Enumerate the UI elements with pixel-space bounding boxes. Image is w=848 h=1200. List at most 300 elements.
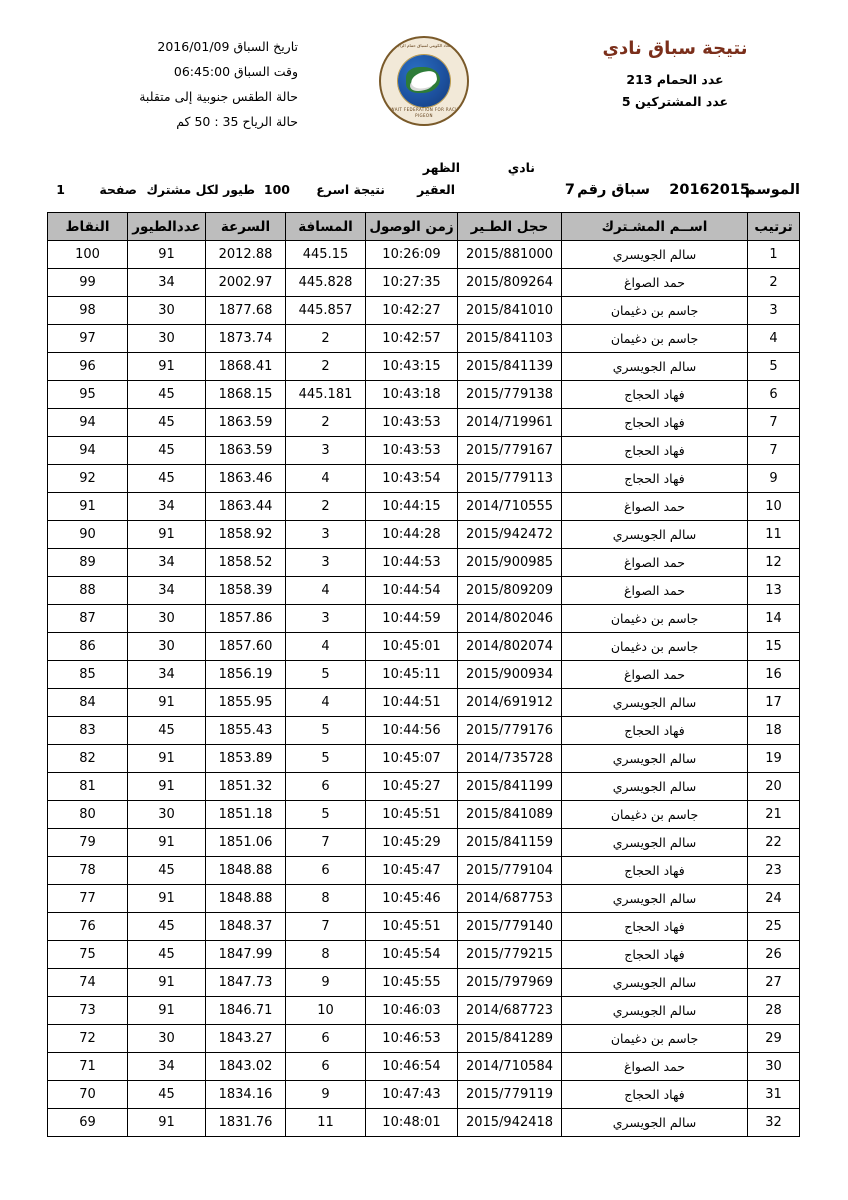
cell-distance: 2 xyxy=(286,325,366,353)
cell-speed: 1847.99 xyxy=(206,941,286,969)
cell-name: سالم الجويسري xyxy=(562,521,748,549)
cell-points: 100 xyxy=(48,241,128,269)
cell-name: سالم الجويسري xyxy=(562,773,748,801)
cell-arrival-time: 10:45:55 xyxy=(366,969,458,997)
noon-label: الظهر xyxy=(422,160,460,175)
table-row xyxy=(48,913,800,941)
cell-points: 69 xyxy=(48,1109,128,1137)
cell-ring: 2015/779138 xyxy=(458,381,562,409)
column-header-ring: حجل الطـير xyxy=(458,213,562,241)
cell-ring: 2015/881000 xyxy=(458,241,562,269)
cell-points: 71 xyxy=(48,1053,128,1081)
table-row xyxy=(48,689,800,717)
cell-arrival-time: 10:43:18 xyxy=(366,381,458,409)
race-date-label: تاريخ السباق xyxy=(233,39,298,54)
cell-rank: 4 xyxy=(748,325,800,353)
cell-speed: 1858.39 xyxy=(206,577,286,605)
results-table-body xyxy=(48,241,800,1137)
table-row xyxy=(48,325,800,353)
table-row xyxy=(48,773,800,801)
cell-ring: 2015/779176 xyxy=(458,717,562,745)
cell-points: 98 xyxy=(48,297,128,325)
cell-birds: 91 xyxy=(128,241,206,269)
cell-birds: 45 xyxy=(128,857,206,885)
cell-distance: 4 xyxy=(286,465,366,493)
cell-rank: 24 xyxy=(748,885,800,913)
cell-arrival-time: 10:45:01 xyxy=(366,633,458,661)
cell-birds: 45 xyxy=(128,465,206,493)
table-row xyxy=(48,549,800,577)
table-row xyxy=(48,409,800,437)
cell-distance: 3 xyxy=(286,521,366,549)
cell-speed: 1863.59 xyxy=(206,409,286,437)
cell-name: سالم الجويسري xyxy=(562,829,748,857)
cell-birds: 30 xyxy=(128,1025,206,1053)
cell-speed: 1856.19 xyxy=(206,661,286,689)
cell-name: جاسم بن دغيمان xyxy=(562,325,748,353)
cell-birds: 30 xyxy=(128,325,206,353)
participants-value: 5 xyxy=(621,94,631,109)
cell-birds: 45 xyxy=(128,1081,206,1109)
cell-arrival-time: 10:43:15 xyxy=(366,353,458,381)
cell-name: حمد الصواغ xyxy=(562,1053,748,1081)
cell-name: سالم الجويسري xyxy=(562,885,748,913)
cell-arrival-time: 10:45:11 xyxy=(366,661,458,689)
cell-birds: 91 xyxy=(128,689,206,717)
cell-name: جاسم بن دغيمان xyxy=(562,605,748,633)
cell-points: 99 xyxy=(48,269,128,297)
cell-arrival-time: 10:44:59 xyxy=(366,605,458,633)
table-row xyxy=(48,297,800,325)
club-label: نادي xyxy=(507,160,535,175)
cell-arrival-time: 10:26:09 xyxy=(366,241,458,269)
cell-arrival-time: 10:44:51 xyxy=(366,689,458,717)
cell-speed: 1863.44 xyxy=(206,493,286,521)
table-row xyxy=(48,633,800,661)
cell-name: فهاد الحجاج xyxy=(562,857,748,885)
cell-ring: 2015/942472 xyxy=(458,521,562,549)
cell-arrival-time: 10:47:43 xyxy=(366,1081,458,1109)
cell-distance: 6 xyxy=(286,1053,366,1081)
cell-arrival-time: 10:44:28 xyxy=(366,521,458,549)
cell-speed: 1857.60 xyxy=(206,633,286,661)
cell-birds: 91 xyxy=(128,353,206,381)
cell-points: 77 xyxy=(48,885,128,913)
race-number-value: 7 xyxy=(564,182,575,198)
cell-speed: 2012.88 xyxy=(206,241,286,269)
cell-birds: 34 xyxy=(128,577,206,605)
cell-ring: 2015/779215 xyxy=(458,941,562,969)
cell-rank: 7 xyxy=(748,437,800,465)
cell-name: سالم الجويسري xyxy=(562,1109,748,1137)
table-row xyxy=(48,577,800,605)
cell-speed: 1873.74 xyxy=(206,325,286,353)
cell-rank: 27 xyxy=(748,969,800,997)
cell-rank: 14 xyxy=(748,605,800,633)
cell-points: 91 xyxy=(48,493,128,521)
cell-name: فهاد الحجاج xyxy=(562,941,748,969)
cell-distance: 5 xyxy=(286,745,366,773)
logo-ring-text-bottom: KUWAIT FEDERATION FOR RACING PIGEON xyxy=(384,107,464,118)
cell-name: حمد الصواغ xyxy=(562,493,748,521)
cell-arrival-time: 10:45:07 xyxy=(366,745,458,773)
cell-speed: 1863.59 xyxy=(206,437,286,465)
cell-birds: 45 xyxy=(128,941,206,969)
cell-points: 74 xyxy=(48,969,128,997)
column-header-speed: السرعة xyxy=(206,213,286,241)
race-time-label: وقت السباق xyxy=(234,64,298,79)
fastest-result-label: نتيجة اسرع xyxy=(316,182,385,197)
cell-arrival-time: 10:44:56 xyxy=(366,717,458,745)
cell-speed: 1851.32 xyxy=(206,773,286,801)
table-row xyxy=(48,1081,800,1109)
cell-points: 86 xyxy=(48,633,128,661)
cell-points: 95 xyxy=(48,381,128,409)
cell-name: فهاد الحجاج xyxy=(562,465,748,493)
club-result-block xyxy=(550,34,800,113)
cell-birds: 91 xyxy=(128,1109,206,1137)
cell-points: 73 xyxy=(48,997,128,1025)
cell-birds: 91 xyxy=(128,969,206,997)
cell-arrival-time: 10:45:51 xyxy=(366,913,458,941)
cell-distance: 3 xyxy=(286,605,366,633)
table-row xyxy=(48,801,800,829)
cell-distance: 10 xyxy=(286,997,366,1025)
cell-name: جاسم بن دغيمان xyxy=(562,297,748,325)
race-meta-block xyxy=(48,34,298,134)
document-header xyxy=(48,0,800,154)
cell-rank: 21 xyxy=(748,801,800,829)
cell-speed: 1868.15 xyxy=(206,381,286,409)
cell-birds: 30 xyxy=(128,633,206,661)
cell-points: 82 xyxy=(48,745,128,773)
cell-rank: 29 xyxy=(748,1025,800,1053)
federation-logo-icon xyxy=(379,36,469,126)
cell-ring: 2015/841289 xyxy=(458,1025,562,1053)
cell-arrival-time: 10:46:53 xyxy=(366,1025,458,1053)
cell-ring: 2015/841089 xyxy=(458,801,562,829)
race-time-value: 06:45:00 xyxy=(173,64,231,79)
cell-rank: 28 xyxy=(748,997,800,1025)
cell-speed: 1834.16 xyxy=(206,1081,286,1109)
cell-name: فهاد الحجاج xyxy=(562,409,748,437)
cell-rank: 19 xyxy=(748,745,800,773)
table-row xyxy=(48,465,800,493)
cell-birds: 91 xyxy=(128,829,206,857)
cell-ring: 2015/809209 xyxy=(458,577,562,605)
table-row xyxy=(48,829,800,857)
cell-speed: 1848.88 xyxy=(206,857,286,885)
cell-ring: 2014/802046 xyxy=(458,605,562,633)
season-label: الموسم xyxy=(745,182,800,198)
cell-rank: 12 xyxy=(748,549,800,577)
cell-birds: 34 xyxy=(128,269,206,297)
cell-ring: 2014/687753 xyxy=(458,885,562,913)
cell-rank: 31 xyxy=(748,1081,800,1109)
cell-birds: 34 xyxy=(128,493,206,521)
cell-rank: 3 xyxy=(748,297,800,325)
cell-rank: 22 xyxy=(748,829,800,857)
table-row xyxy=(48,745,800,773)
cell-arrival-time: 10:45:54 xyxy=(366,941,458,969)
cell-name: حمد الصواغ xyxy=(562,577,748,605)
cell-rank: 2 xyxy=(748,269,800,297)
column-header-points: النقاط xyxy=(48,213,128,241)
table-row xyxy=(48,969,800,997)
cell-points: 90 xyxy=(48,521,128,549)
cell-birds: 91 xyxy=(128,773,206,801)
cell-points: 94 xyxy=(48,437,128,465)
cell-rank: 9 xyxy=(748,465,800,493)
cell-distance: 3 xyxy=(286,437,366,465)
cell-speed: 1877.68 xyxy=(206,297,286,325)
cell-speed: 1863.46 xyxy=(206,465,286,493)
cell-ring: 2015/809264 xyxy=(458,269,562,297)
table-row xyxy=(48,605,800,633)
cell-speed: 1843.27 xyxy=(206,1025,286,1053)
cell-name: فهاد الحجاج xyxy=(562,381,748,409)
cell-distance: 6 xyxy=(286,773,366,801)
cell-rank: 30 xyxy=(748,1053,800,1081)
cell-ring: 2015/779140 xyxy=(458,913,562,941)
cell-speed: 1855.43 xyxy=(206,717,286,745)
cell-ring: 2014/710584 xyxy=(458,1053,562,1081)
cell-ring: 2015/841139 xyxy=(458,353,562,381)
column-header-rank: ترتيب xyxy=(748,213,800,241)
race-date-line xyxy=(48,34,298,59)
cell-birds: 45 xyxy=(128,409,206,437)
wind-label: حالة الرياح xyxy=(242,114,298,129)
cell-distance: 4 xyxy=(286,577,366,605)
cell-birds: 34 xyxy=(128,661,206,689)
cell-points: 85 xyxy=(48,661,128,689)
cell-name: سالم الجويسري xyxy=(562,745,748,773)
cell-name: سالم الجويسري xyxy=(562,997,748,1025)
table-row xyxy=(48,1025,800,1053)
cell-distance: 5 xyxy=(286,661,366,689)
cell-speed: 1868.41 xyxy=(206,353,286,381)
table-header-row xyxy=(48,213,800,241)
cell-distance: 2 xyxy=(286,409,366,437)
cell-name: حمد الصواغ xyxy=(562,661,748,689)
results-table xyxy=(47,212,800,1137)
table-row xyxy=(48,241,800,269)
cell-birds: 30 xyxy=(128,605,206,633)
cell-points: 78 xyxy=(48,857,128,885)
cell-distance: 4 xyxy=(286,633,366,661)
cell-arrival-time: 10:45:51 xyxy=(366,801,458,829)
release-point-label: العقير xyxy=(417,182,455,197)
cell-name: سالم الجويسري xyxy=(562,241,748,269)
table-row xyxy=(48,1053,800,1081)
cell-name: سالم الجويسري xyxy=(562,689,748,717)
cell-points: 80 xyxy=(48,801,128,829)
cell-arrival-time: 10:27:35 xyxy=(366,269,458,297)
cell-rank: 11 xyxy=(748,521,800,549)
cell-ring: 2014/719961 xyxy=(458,409,562,437)
cell-name: حمد الصواغ xyxy=(562,549,748,577)
cell-points: 92 xyxy=(48,465,128,493)
cell-rank: 20 xyxy=(748,773,800,801)
cell-arrival-time: 10:42:57 xyxy=(366,325,458,353)
cell-speed: 1858.92 xyxy=(206,521,286,549)
cell-birds: 30 xyxy=(128,297,206,325)
cell-rank: 6 xyxy=(748,381,800,409)
cell-rank: 17 xyxy=(748,689,800,717)
cell-arrival-time: 10:45:27 xyxy=(366,773,458,801)
table-row xyxy=(48,857,800,885)
table-row xyxy=(48,885,800,913)
cell-ring: 2014/710555 xyxy=(458,493,562,521)
cell-ring: 2015/841199 xyxy=(458,773,562,801)
cell-rank: 1 xyxy=(748,241,800,269)
cell-speed: 2002.97 xyxy=(206,269,286,297)
wind-value: 35 : 50 كم xyxy=(176,114,239,129)
cell-rank: 23 xyxy=(748,857,800,885)
cell-birds: 45 xyxy=(128,437,206,465)
pigeons-count-value: 213 xyxy=(626,72,653,87)
column-header-distance: المسافة xyxy=(286,213,366,241)
table-row xyxy=(48,1109,800,1137)
cell-name: سالم الجويسري xyxy=(562,969,748,997)
cell-ring: 2015/900934 xyxy=(458,661,562,689)
cell-distance: 4 xyxy=(286,689,366,717)
cell-rank: 10 xyxy=(748,493,800,521)
cell-points: 96 xyxy=(48,353,128,381)
cell-speed: 1851.06 xyxy=(206,829,286,857)
cell-birds: 91 xyxy=(128,997,206,1025)
cell-ring: 2015/900985 xyxy=(458,549,562,577)
cell-rank: 26 xyxy=(748,941,800,969)
page-value: 1 xyxy=(56,182,65,197)
cell-birds: 30 xyxy=(128,801,206,829)
cell-points: 84 xyxy=(48,689,128,717)
cell-arrival-time: 10:45:29 xyxy=(366,829,458,857)
cell-arrival-time: 10:45:47 xyxy=(366,857,458,885)
cell-rank: 7 xyxy=(748,409,800,437)
weather-value: جنوبية إلى متقلبة xyxy=(139,89,229,104)
table-row xyxy=(48,941,800,969)
cell-points: 81 xyxy=(48,773,128,801)
cell-distance: 7 xyxy=(286,913,366,941)
cell-distance: 11 xyxy=(286,1109,366,1137)
cell-points: 72 xyxy=(48,1025,128,1053)
cell-rank: 16 xyxy=(748,661,800,689)
cell-points: 79 xyxy=(48,829,128,857)
cell-distance: 445.15 xyxy=(286,241,366,269)
column-header-birds: عددالطيور xyxy=(128,213,206,241)
cell-arrival-time: 10:43:54 xyxy=(366,465,458,493)
cell-speed: 1855.95 xyxy=(206,689,286,717)
cell-arrival-time: 10:42:27 xyxy=(366,297,458,325)
cell-distance: 445.181 xyxy=(286,381,366,409)
cell-ring: 2015/797969 xyxy=(458,969,562,997)
cell-distance: 6 xyxy=(286,857,366,885)
cell-distance: 6 xyxy=(286,1025,366,1053)
wind-line xyxy=(48,109,298,134)
birds-per-member-value: 100 xyxy=(263,182,290,197)
table-row xyxy=(48,661,800,689)
cell-name: فهاد الحجاج xyxy=(562,913,748,941)
table-row xyxy=(48,381,800,409)
weather-label: حالة الطقس xyxy=(232,89,298,104)
club-result-title: نتيجة سباق نادي xyxy=(602,38,748,59)
cell-points: 76 xyxy=(48,913,128,941)
cell-name: فهاد الحجاج xyxy=(562,1081,748,1109)
cell-speed: 1846.71 xyxy=(206,997,286,1025)
cell-rank: 32 xyxy=(748,1109,800,1137)
race-subheader xyxy=(48,158,800,210)
cell-rank: 25 xyxy=(748,913,800,941)
pigeons-count-line xyxy=(550,69,800,91)
cell-birds: 91 xyxy=(128,521,206,549)
column-header-arrival-time: زمن الوصول xyxy=(366,213,458,241)
cell-speed: 1847.73 xyxy=(206,969,286,997)
cell-distance: 5 xyxy=(286,717,366,745)
table-row xyxy=(48,997,800,1025)
table-row xyxy=(48,521,800,549)
cell-name: سالم الجويسري xyxy=(562,353,748,381)
cell-points: 75 xyxy=(48,941,128,969)
table-row xyxy=(48,269,800,297)
cell-name: جاسم بن دغيمان xyxy=(562,633,748,661)
cell-speed: 1851.18 xyxy=(206,801,286,829)
cell-ring: 2015/779113 xyxy=(458,465,562,493)
cell-speed: 1848.88 xyxy=(206,885,286,913)
weather-line xyxy=(48,84,298,109)
cell-rank: 13 xyxy=(748,577,800,605)
cell-distance: 8 xyxy=(286,885,366,913)
race-date-value: 2016/01/09 xyxy=(157,39,230,54)
cell-name: حمد الصواغ xyxy=(562,269,748,297)
cell-ring: 2015/779167 xyxy=(458,437,562,465)
cell-ring: 2015/779119 xyxy=(458,1081,562,1109)
cell-birds: 91 xyxy=(128,745,206,773)
cell-speed: 1848.37 xyxy=(206,913,286,941)
table-row xyxy=(48,493,800,521)
page-label: صفحة xyxy=(99,182,137,197)
cell-birds: 45 xyxy=(128,913,206,941)
race-number-label: سباق رقم xyxy=(577,182,650,198)
cell-birds: 45 xyxy=(128,717,206,745)
cell-name: جاسم بن دغيمان xyxy=(562,1025,748,1053)
table-row xyxy=(48,437,800,465)
cell-points: 88 xyxy=(48,577,128,605)
cell-name: فهاد الحجاج xyxy=(562,437,748,465)
cell-distance: 7 xyxy=(286,829,366,857)
participants-label: عدد المشتركين xyxy=(634,94,729,109)
cell-speed: 1843.02 xyxy=(206,1053,286,1081)
cell-points: 97 xyxy=(48,325,128,353)
pigeons-count-label: عدد الحمام xyxy=(656,72,724,87)
cell-distance: 2 xyxy=(286,493,366,521)
participants-line xyxy=(550,91,800,113)
cell-birds: 91 xyxy=(128,885,206,913)
cell-ring: 2015/942418 xyxy=(458,1109,562,1137)
birds-per-member-label: طيور لكل مشترك xyxy=(146,182,255,197)
cell-ring: 2015/779104 xyxy=(458,857,562,885)
cell-ring: 2014/687723 xyxy=(458,997,562,1025)
cell-ring: 2014/802074 xyxy=(458,633,562,661)
cell-arrival-time: 10:45:46 xyxy=(366,885,458,913)
cell-arrival-time: 10:48:01 xyxy=(366,1109,458,1137)
federation-logo-wrap xyxy=(329,34,519,126)
season-value: 20162015 xyxy=(669,182,750,198)
cell-points: 70 xyxy=(48,1081,128,1109)
cell-rank: 15 xyxy=(748,633,800,661)
cell-speed: 1831.76 xyxy=(206,1109,286,1137)
cell-ring: 2014/735728 xyxy=(458,745,562,773)
